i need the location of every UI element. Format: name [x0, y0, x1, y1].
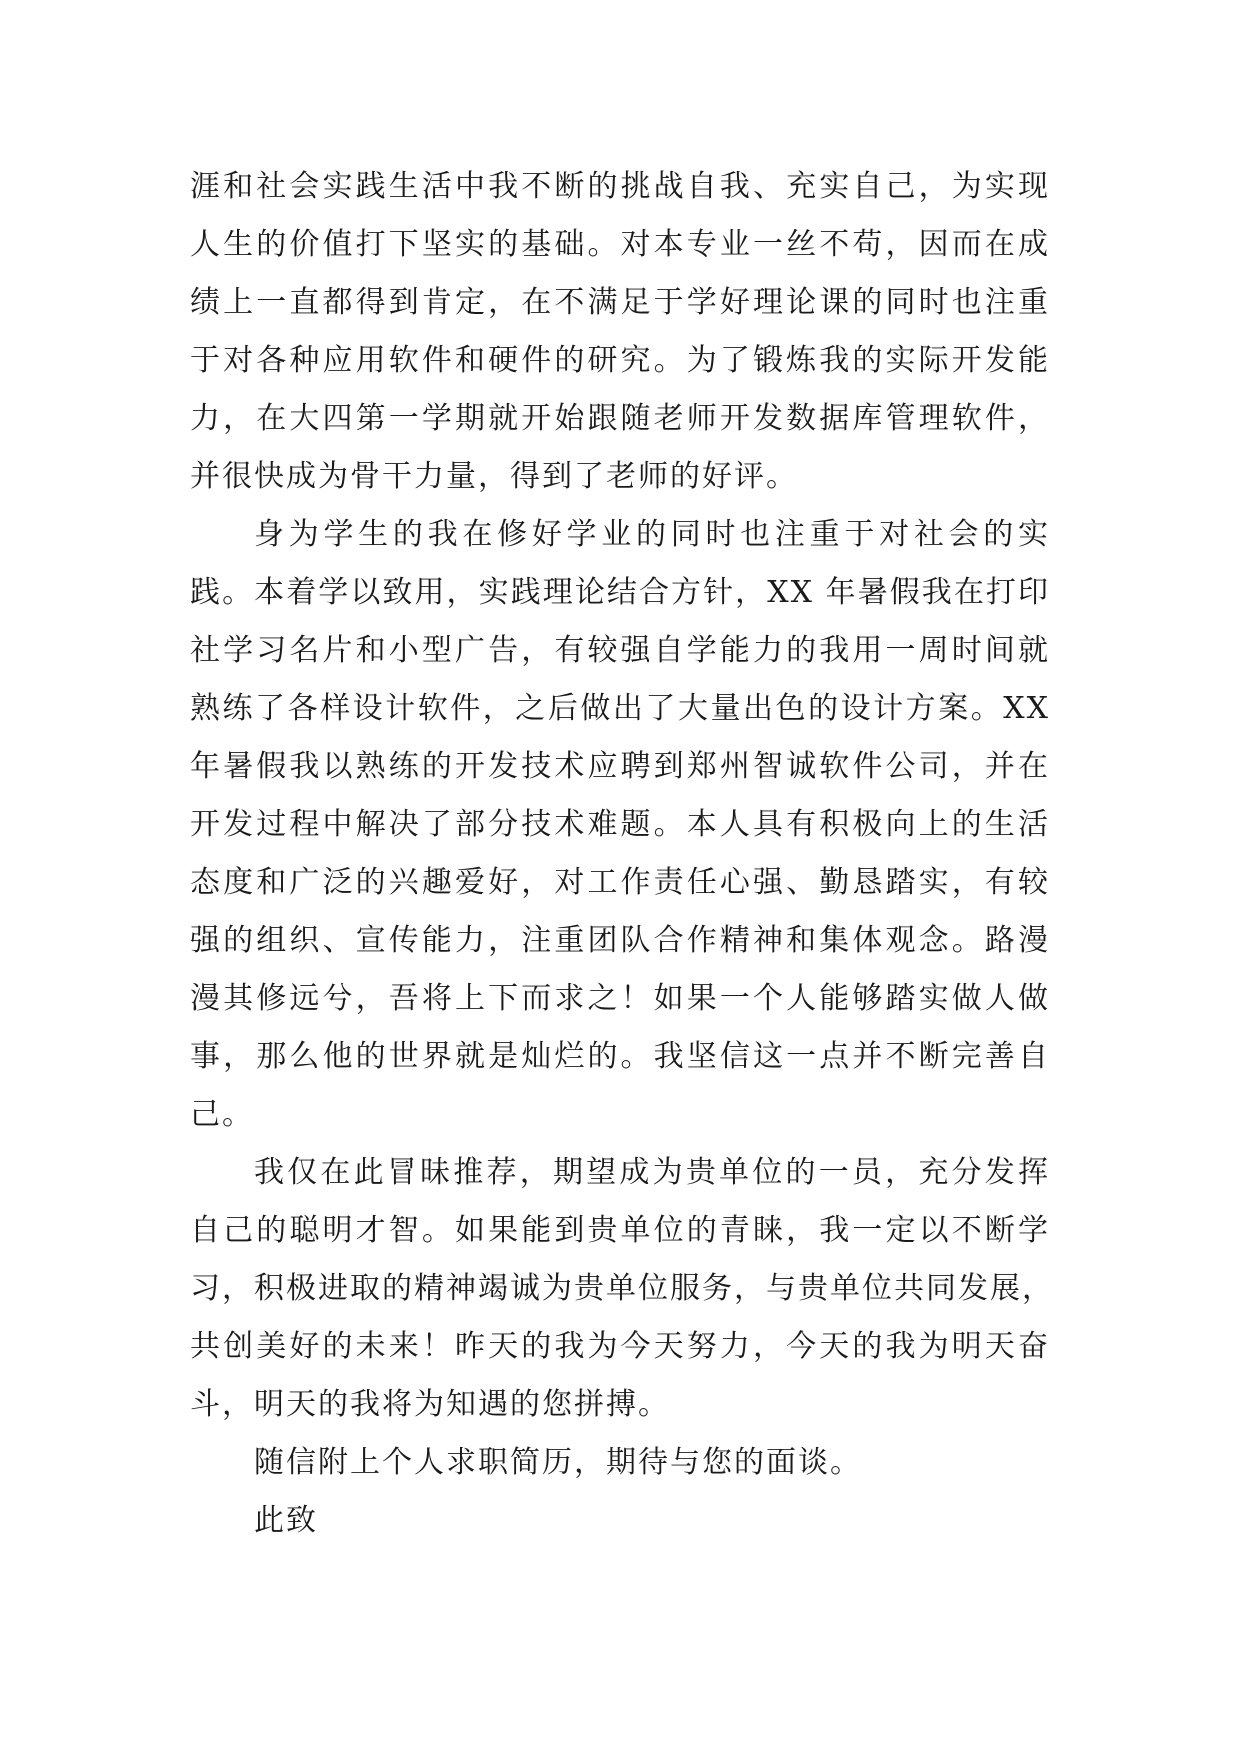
paragraph-line: 人生的价值打下坚实的基础。对本专业一丝不苟，因而在成 [190, 227, 1050, 262]
paragraph-line: 共创美好的未来！昨天的我为今天努力，今天的我为明天奋 [190, 1329, 1050, 1364]
paragraph-line: 态度和广泛的兴趣爱好，对工作责任心强、勤恳踏实，有较 [190, 865, 1050, 900]
paragraph-line: 践。本着学以致用，实践理论结合方针，XX 年暑假我在打印 [190, 575, 1050, 610]
paragraph-line: 身为学生的我在修好学业的同时也注重于对社会的实 [254, 517, 1050, 552]
paragraph-line: 自己的聪明才智。如果能到贵单位的青睐，我一定以不断学 [190, 1213, 1050, 1248]
paragraph-line: 习，积极进取的精神竭诚为贵单位服务，与贵单位共同发展， [190, 1271, 1054, 1306]
paragraph-line: 于对各种应用软件和硬件的研究。为了锻炼我的实际开发能 [190, 343, 1050, 378]
paragraph-line: 年暑假我以熟练的开发技术应聘到郑州智诚软件公司，并在 [190, 749, 1050, 784]
paragraph-line: 随信附上个人求职简历，期待与您的面谈。 [254, 1445, 862, 1480]
paragraph-line: 并很快成为骨干力量，得到了老师的好评。 [190, 459, 798, 494]
closing-salutation: 此致 [254, 1503, 318, 1538]
paragraph-line: 绩上一直都得到肯定，在不满足于学好理论课的同时也注重 [190, 285, 1050, 320]
paragraph-line: 涯和社会实践生活中我不断的挑战自我、充实自己，为实现 [190, 169, 1050, 204]
paragraph-line: 漫其修远兮，吾将上下而求之！如果一个人能够踏实做人做 [190, 981, 1050, 1016]
paragraph-line: 社学习名片和小型广告，有较强自学能力的我用一周时间就 [190, 633, 1050, 668]
paragraph-line: 开发过程中解决了部分技术难题。本人具有积极向上的生活 [190, 807, 1050, 842]
paragraph-line: 斗，明天的我将为知遇的您拼搏。 [190, 1387, 670, 1422]
paragraph-line: 我仅在此冒昧推荐，期望成为贵单位的一员，充分发挥 [254, 1155, 1050, 1190]
paragraph-line: 事，那么他的世界就是灿烂的。我坚信这一点并不断完善自 [190, 1039, 1050, 1074]
paragraph-line: 强的组织、宣传能力，注重团队合作精神和集体观念。路漫 [190, 923, 1050, 958]
paragraph-line: 力，在大四第一学期就开始跟随老师开发数据库管理软件， [190, 401, 1050, 436]
paragraph-line: 熟练了各样设计软件，之后做出了大量出色的设计方案。XX [190, 691, 1050, 726]
paragraph-line: 己。 [190, 1097, 254, 1132]
